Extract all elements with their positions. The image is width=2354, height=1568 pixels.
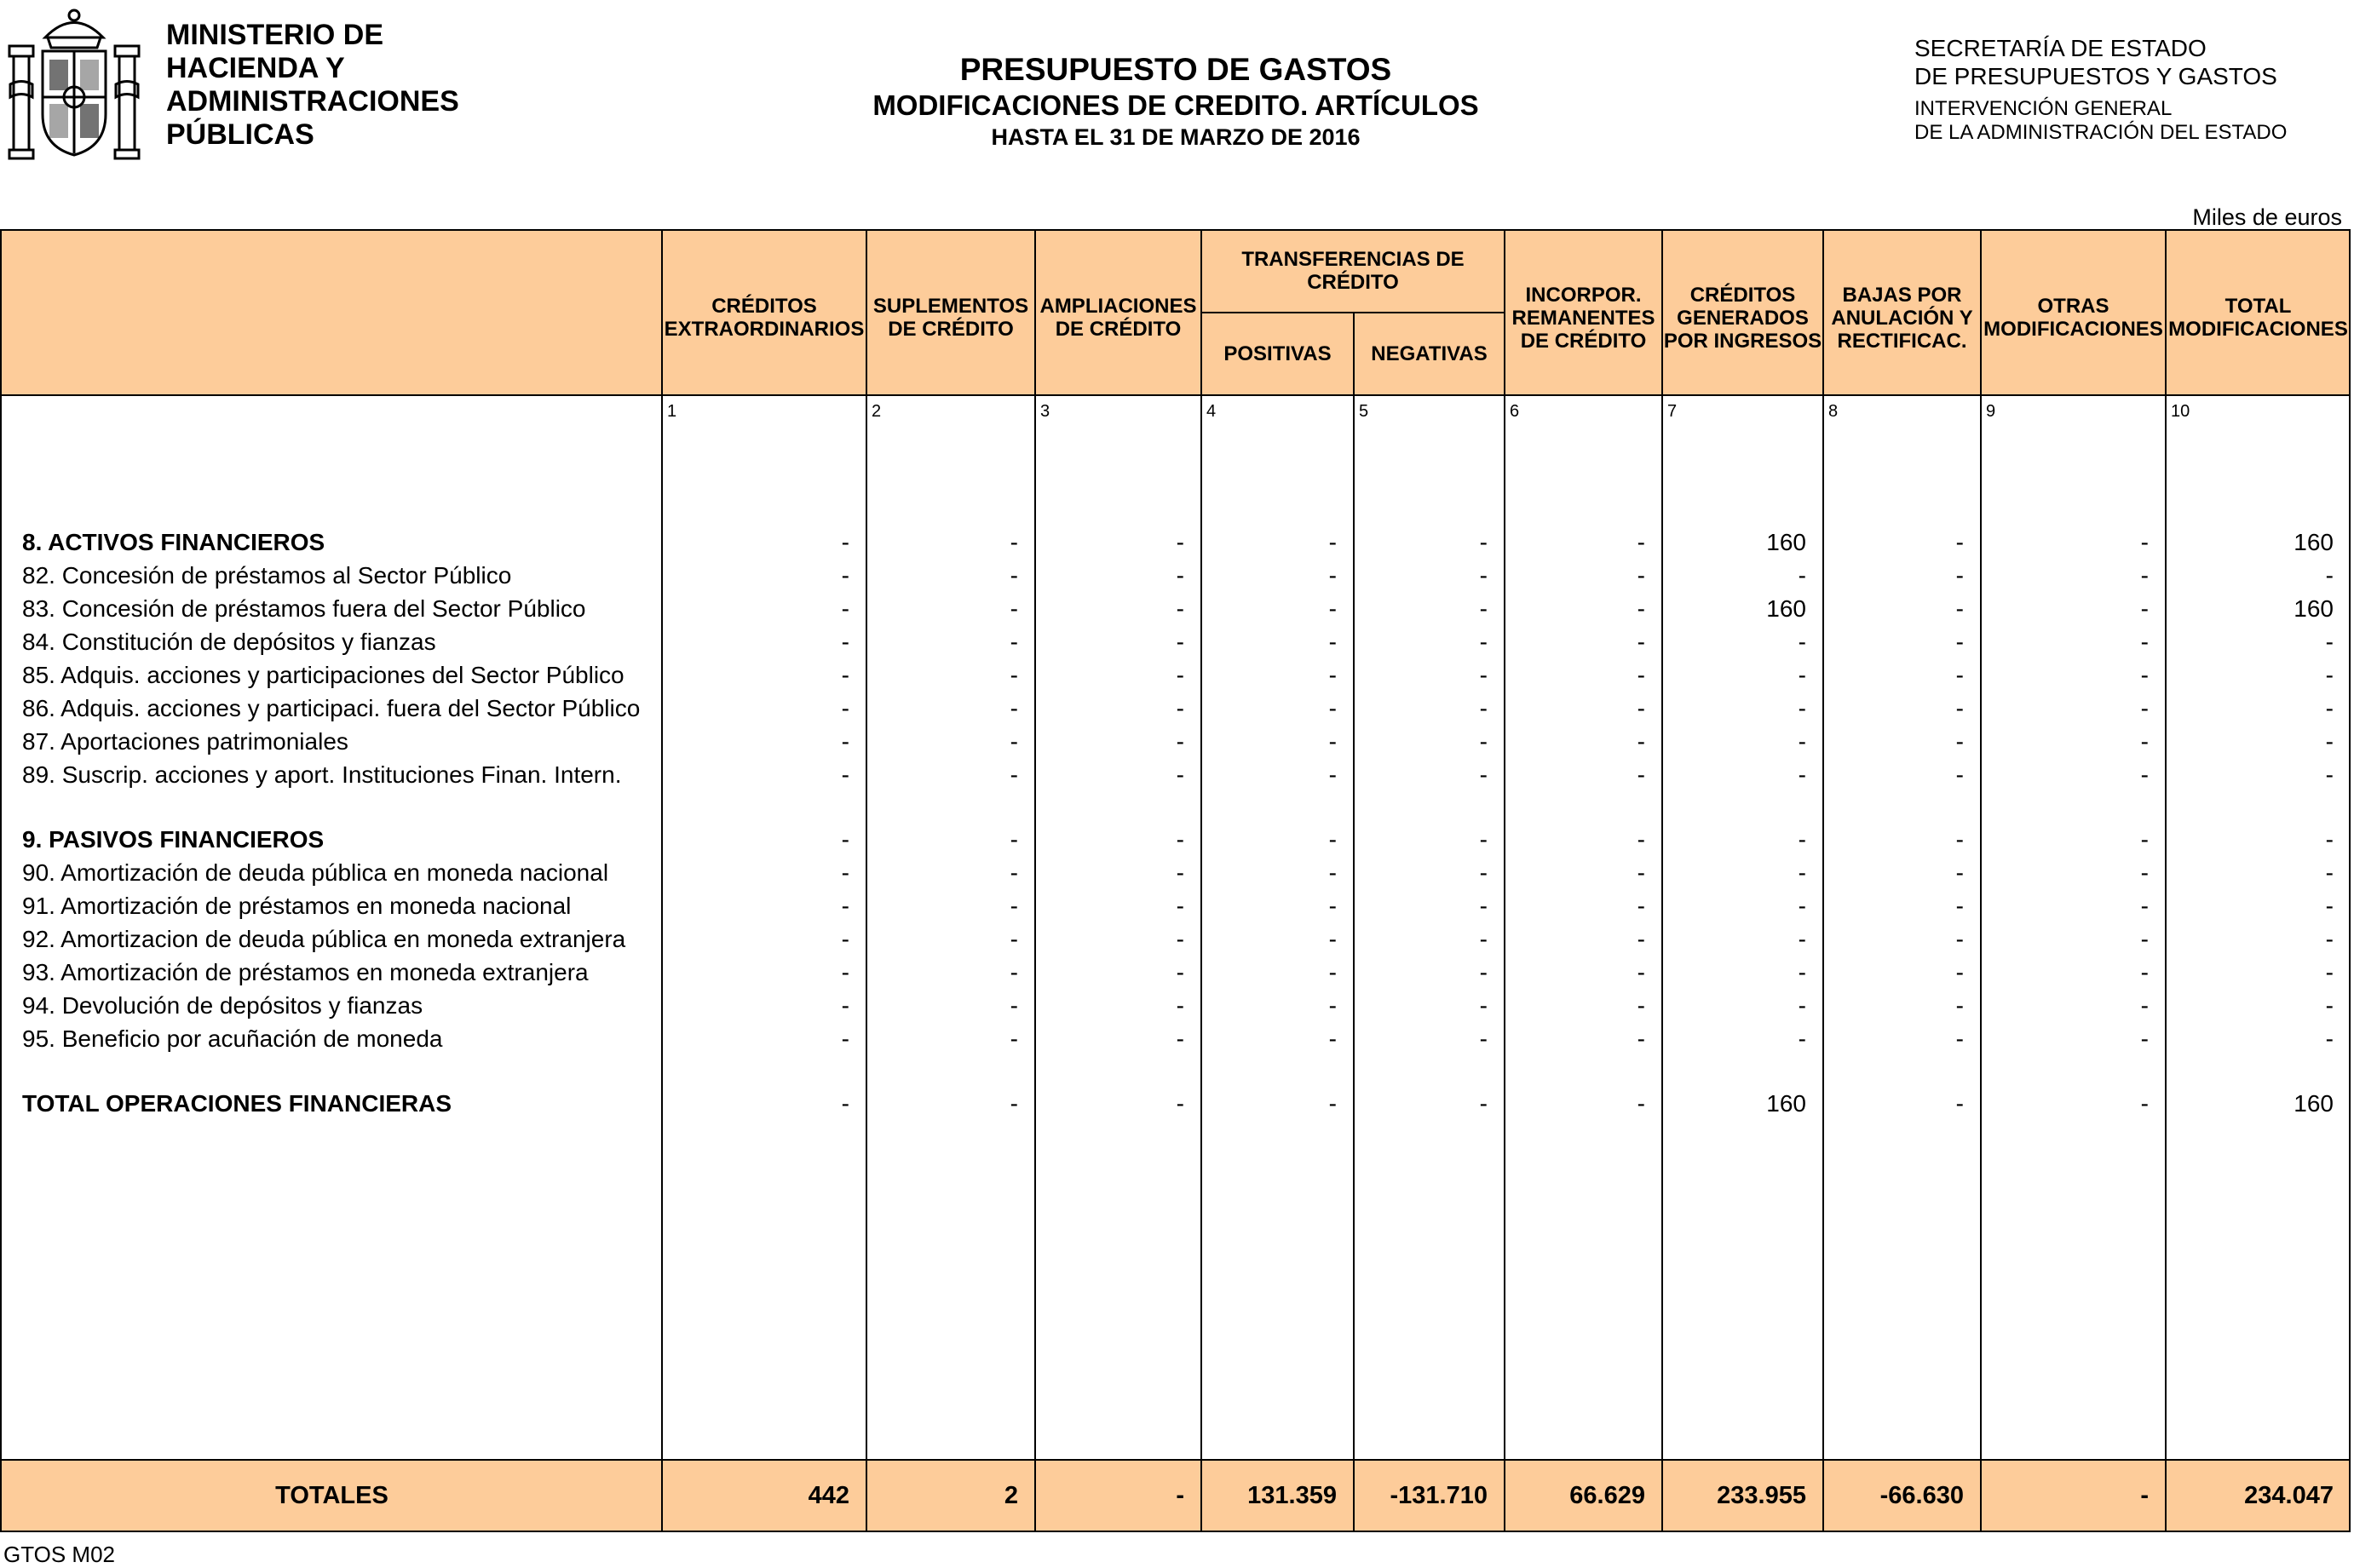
table-cell: - — [2325, 926, 2334, 952]
column-number: 6 — [1510, 402, 1520, 421]
table-cell: - — [2325, 893, 2334, 919]
table-cell: - — [1010, 1025, 1018, 1052]
secretaria-block — [1914, 34, 2287, 145]
report-title-block — [750, 51, 1602, 152]
table-cell: - — [1010, 728, 1018, 755]
table-cell: - — [1176, 959, 1184, 985]
row-label: 91. Amortización de préstamos en moneda nacional — [22, 893, 572, 919]
table-cell: - — [1176, 695, 1184, 721]
row-label: 9. PASIVOS FINANCIEROS — [22, 826, 325, 853]
table-cell: - — [1798, 761, 1806, 788]
table-cell: - — [1955, 893, 1964, 919]
table-cell: - — [1328, 959, 1337, 985]
table-cell: - — [1637, 529, 1645, 555]
row-label: 87. Aportaciones patrimoniales — [22, 728, 348, 755]
table-cell: - — [841, 595, 849, 622]
table-cell: - — [1798, 926, 1806, 952]
total-cell: - — [1176, 1482, 1184, 1509]
table-cell: - — [1176, 859, 1184, 886]
table-cell: - — [1176, 529, 1184, 555]
table-cell: - — [1176, 1090, 1184, 1117]
table-cell: - — [2325, 959, 2334, 985]
table-cell: - — [1479, 859, 1488, 886]
table-cell: - — [841, 826, 849, 853]
table-cell: - — [1010, 859, 1018, 886]
total-cell: - — [2140, 1482, 2149, 1509]
table-cell: - — [1955, 826, 1964, 853]
table-cell: - — [1479, 1025, 1488, 1052]
row-label: 82. Concesión de préstamos al Sector Público — [22, 562, 512, 589]
column-number: 1 — [667, 402, 677, 421]
table-cell: - — [2140, 562, 2149, 589]
header-bottom-line — [0, 394, 2351, 396]
row-label: 8. ACTIVOS FINANCIEROS — [22, 529, 325, 555]
table-cell: - — [841, 859, 849, 886]
row-label: 94. Devolución de depósitos y fianzas — [22, 992, 423, 1019]
table-cell: - — [1010, 992, 1018, 1019]
table-cell: - — [1176, 629, 1184, 655]
table-cell: - — [841, 529, 849, 555]
column-divider — [1504, 230, 1505, 1531]
coat-of-arms-icon — [7, 3, 141, 164]
ministry-line: PÚBLICAS — [166, 118, 314, 151]
table-cell: - — [841, 893, 849, 919]
table-cell: - — [1637, 1025, 1645, 1052]
column-header: CRÉDITOS GENERADOS POR INGRESOS — [1663, 283, 1822, 353]
column-header: CRÉDITOS EXTRAORDINARIOS — [664, 295, 865, 341]
table-cell: 160 — [1766, 529, 1806, 555]
table-cell: - — [1479, 728, 1488, 755]
table-cell: - — [841, 959, 849, 985]
secretaria-line: SECRETARÍA DE ESTADO — [1914, 35, 2207, 61]
table-cell: - — [841, 1025, 849, 1052]
table-cell: - — [1176, 728, 1184, 755]
row-label: 93. Amortización de préstamos en moneda extranjera — [22, 959, 589, 985]
table-cell: - — [1955, 1025, 1964, 1052]
table-cell: - — [2140, 893, 2149, 919]
table-cell: - — [841, 992, 849, 1019]
table-cell: - — [1479, 695, 1488, 721]
table-cell: - — [1798, 1025, 1806, 1052]
table-cell: - — [1010, 893, 1018, 919]
column-header: SUPLEMENTOS DE CRÉDITO — [872, 295, 1029, 341]
table-cell: - — [1955, 695, 1964, 721]
table-cell: - — [841, 761, 849, 788]
table-cell: - — [2325, 859, 2334, 886]
column-number: 5 — [1359, 402, 1369, 421]
table-cell: - — [1798, 893, 1806, 919]
table-cell: - — [2325, 562, 2334, 589]
table-cell: - — [1798, 629, 1806, 655]
column-header: BAJAS POR ANULACIÓN Y RECTIFICAC. — [1831, 283, 1973, 353]
group-header-transferencias: TRANSFERENCIAS DE CRÉDITO — [1241, 248, 1465, 294]
row-label: 89. Suscrip. acciones y aport. Instituciones Finan. Intern. — [22, 761, 622, 788]
column-number: 8 — [1828, 402, 1839, 421]
column-number: 9 — [1986, 402, 1996, 421]
ministry-name — [166, 19, 459, 152]
table-cell: - — [2325, 629, 2334, 655]
table-cell: - — [1479, 595, 1488, 622]
column-divider — [1822, 230, 1824, 1531]
table-cell: - — [1955, 926, 1964, 952]
table-cell: - — [1010, 662, 1018, 688]
total-cell: 2 — [1004, 1482, 1018, 1509]
form-code: GTOS M02 — [3, 1542, 116, 1567]
table-cell: - — [1176, 662, 1184, 688]
table-cell: - — [2140, 695, 2149, 721]
table-cell: - — [2140, 1090, 2149, 1117]
intervencion-line: INTERVENCIÓN GENERAL — [1914, 97, 2173, 120]
table-cell: - — [1328, 1025, 1337, 1052]
table-cell: - — [1176, 992, 1184, 1019]
table-cell: - — [1328, 728, 1337, 755]
table-cell: - — [2140, 826, 2149, 853]
ministry-line: MINISTERIO DE — [166, 19, 384, 51]
table-cell: - — [1010, 826, 1018, 853]
table-cell: - — [1328, 595, 1337, 622]
table-cell: - — [2140, 728, 2149, 755]
table-cell: - — [1798, 562, 1806, 589]
table-cell: - — [1637, 826, 1645, 853]
table-cell: - — [1328, 695, 1337, 721]
table-cell: - — [1010, 926, 1018, 952]
table-cell: - — [1955, 992, 1964, 1019]
table-cell: - — [1479, 662, 1488, 688]
table-cell: - — [841, 695, 849, 721]
totals-top-line — [0, 1459, 2351, 1461]
table-cell: - — [1479, 629, 1488, 655]
column-number: 4 — [1206, 402, 1217, 421]
row-label: 95. Beneficio por acuñación de moneda — [22, 1025, 443, 1052]
table-cell: - — [841, 629, 849, 655]
column-divider — [1353, 312, 1355, 1531]
table-cell: - — [1010, 529, 1018, 555]
table-cell: - — [1637, 662, 1645, 688]
row-label: 90. Amortización de deuda pública en moneda nacional — [22, 859, 609, 886]
table-cell: - — [1176, 926, 1184, 952]
table-cell: - — [1955, 662, 1964, 688]
table-cell: - — [1955, 761, 1964, 788]
table-cell: - — [1637, 629, 1645, 655]
column-divider — [661, 230, 663, 1531]
table-cell: - — [1176, 595, 1184, 622]
report-subtitle: MODIFICACIONES DE CREDITO. ARTÍCULOS — [872, 89, 1479, 121]
table-cell: - — [841, 926, 849, 952]
total-cell: 66.629 — [1569, 1482, 1645, 1509]
table-cell: - — [841, 728, 849, 755]
table-cell: - — [1637, 893, 1645, 919]
table-cell: - — [1176, 826, 1184, 853]
table-cell: - — [2325, 728, 2334, 755]
column-number: 2 — [872, 402, 882, 421]
table-cell: - — [1176, 761, 1184, 788]
table-cell: - — [1479, 926, 1488, 952]
table-cell: - — [2325, 1025, 2334, 1052]
table-cell: - — [1637, 959, 1645, 985]
secretaria-line: DE PRESUPUESTOS Y GASTOS — [1914, 63, 2277, 89]
table-cell: - — [1798, 826, 1806, 853]
column-header: INCORPOR. REMANENTES DE CRÉDITO — [1511, 283, 1655, 353]
column-number: 3 — [1040, 402, 1050, 421]
row-label: 83. Concesión de préstamos fuera del Sector Público — [22, 595, 586, 622]
table-cell: - — [1798, 728, 1806, 755]
row-label: 85. Adquis. acciones y participaciones del Sector Público — [22, 662, 624, 688]
table-cell: - — [1010, 595, 1018, 622]
table-cell: - — [2325, 695, 2334, 721]
table-cell: - — [1328, 1090, 1337, 1117]
table-cell: - — [1637, 695, 1645, 721]
column-divider — [1661, 230, 1663, 1531]
table-cell: - — [1328, 662, 1337, 688]
table-cell: - — [1328, 562, 1337, 589]
table-cell: - — [1010, 695, 1018, 721]
column-number: 7 — [1667, 402, 1678, 421]
row-label: 92. Amortizacion de deuda pública en moneda extranjera — [22, 926, 626, 952]
column-divider — [866, 230, 867, 1531]
column-number: 10 — [2171, 402, 2190, 421]
table-cell: 160 — [1766, 1090, 1806, 1117]
table-cell: - — [1798, 992, 1806, 1019]
table-cell: - — [2140, 595, 2149, 622]
table-cell: - — [1955, 728, 1964, 755]
column-divider — [1200, 230, 1202, 1531]
report-date: HASTA EL 31 DE MARZO DE 2016 — [991, 124, 1361, 150]
totals-label: TOTALES — [275, 1482, 388, 1509]
table-cell: - — [1955, 562, 1964, 589]
table-cell: - — [1328, 893, 1337, 919]
table-cell: - — [1955, 1090, 1964, 1117]
table-cell: - — [1328, 992, 1337, 1019]
table-cell: - — [1637, 859, 1645, 886]
table-cell: - — [1798, 695, 1806, 721]
table-cell: - — [2140, 529, 2149, 555]
total-cell: -66.630 — [1879, 1482, 1964, 1509]
table-cell: - — [1010, 629, 1018, 655]
table-cell: - — [1328, 859, 1337, 886]
table-cell: - — [1010, 1090, 1018, 1117]
report-title: PRESUPUESTO DE GASTOS — [959, 52, 1392, 87]
total-cell: 442 — [808, 1482, 849, 1509]
total-cell: 131.359 — [1247, 1482, 1337, 1509]
table-cell: - — [1328, 529, 1337, 555]
table-cell: - — [1328, 926, 1337, 952]
column-divider — [1034, 230, 1036, 1531]
column-divider — [2165, 230, 2167, 1531]
table-cell: 160 — [1766, 595, 1806, 622]
table-cell: - — [1010, 562, 1018, 589]
table-cell: - — [1479, 992, 1488, 1019]
column-header: TOTAL MODIFICACIONES — [2168, 295, 2348, 341]
table-cell: - — [1176, 562, 1184, 589]
table-cell: - — [2140, 926, 2149, 952]
table-cell: - — [2140, 761, 2149, 788]
table-cell: - — [1798, 662, 1806, 688]
column-header: NEGATIVAS — [1371, 342, 1488, 365]
table-cell: - — [841, 662, 849, 688]
total-cell: -131.710 — [1390, 1482, 1488, 1509]
table-cell: - — [1637, 926, 1645, 952]
row-label: 86. Adquis. acciones y participaci. fuera del Sector Público — [22, 695, 641, 721]
table-cell: - — [2325, 761, 2334, 788]
table-cell: - — [1637, 761, 1645, 788]
table-cell: - — [1328, 826, 1337, 853]
table-cell: - — [2325, 662, 2334, 688]
table-cell: - — [2140, 662, 2149, 688]
table-cell: - — [1637, 1090, 1645, 1117]
table-cell: - — [1479, 826, 1488, 853]
ministry-line: ADMINISTRACIONES — [166, 85, 459, 118]
table-cell: - — [1637, 992, 1645, 1019]
table-cell: - — [2325, 992, 2334, 1019]
total-cell: 233.955 — [1717, 1482, 1806, 1509]
table-cell: - — [1479, 893, 1488, 919]
table-cell: - — [1479, 959, 1488, 985]
row-label: 84. Constitución de depósitos y fianzas — [22, 629, 436, 655]
table-cell: - — [1479, 761, 1488, 788]
table-cell: - — [841, 1090, 849, 1117]
total-cell: 234.047 — [2244, 1482, 2334, 1509]
table-cell: - — [1328, 629, 1337, 655]
table-cell: - — [1010, 761, 1018, 788]
intervencion-line: DE LA ADMINISTRACIÓN DEL ESTADO — [1914, 121, 2288, 144]
table-cell: - — [2140, 992, 2149, 1019]
table-cell: - — [1176, 1025, 1184, 1052]
column-header: OTRAS MODIFICACIONES — [1983, 295, 2163, 341]
table-cell: - — [2140, 959, 2149, 985]
table-cell: - — [2140, 859, 2149, 886]
table-cell: - — [1637, 562, 1645, 589]
table-cell: - — [1010, 959, 1018, 985]
table-cell: 160 — [2294, 595, 2334, 622]
units-label: Miles de euros — [2192, 204, 2342, 230]
column-divider — [1980, 230, 1982, 1531]
table-cell: - — [841, 562, 849, 589]
table-cell: - — [1637, 728, 1645, 755]
table-cell: - — [1955, 959, 1964, 985]
table-cell: - — [1176, 893, 1184, 919]
table-cell: - — [2140, 1025, 2149, 1052]
table-cell: - — [1955, 595, 1964, 622]
table-cell: 160 — [2294, 1090, 2334, 1117]
table-cell: - — [1798, 859, 1806, 886]
table-cell: - — [1328, 761, 1337, 788]
table-cell: - — [1955, 859, 1964, 886]
column-header: AMPLIACIONES DE CRÉDITO — [1039, 295, 1197, 341]
table-cell: - — [1479, 529, 1488, 555]
column-header: POSITIVAS — [1223, 342, 1332, 365]
table-cell: - — [2140, 629, 2149, 655]
row-label: TOTAL OPERACIONES FINANCIERAS — [22, 1090, 452, 1117]
table-cell: - — [2325, 826, 2334, 853]
table-cell: 160 — [2294, 529, 2334, 555]
ministry-line: HACIENDA Y — [166, 52, 345, 84]
table-cell: - — [1637, 595, 1645, 622]
table-cell: - — [1955, 629, 1964, 655]
table-cell: - — [1955, 529, 1964, 555]
table-cell: - — [1479, 1090, 1488, 1117]
table-cell: - — [1798, 959, 1806, 985]
table-cell: - — [1479, 562, 1488, 589]
